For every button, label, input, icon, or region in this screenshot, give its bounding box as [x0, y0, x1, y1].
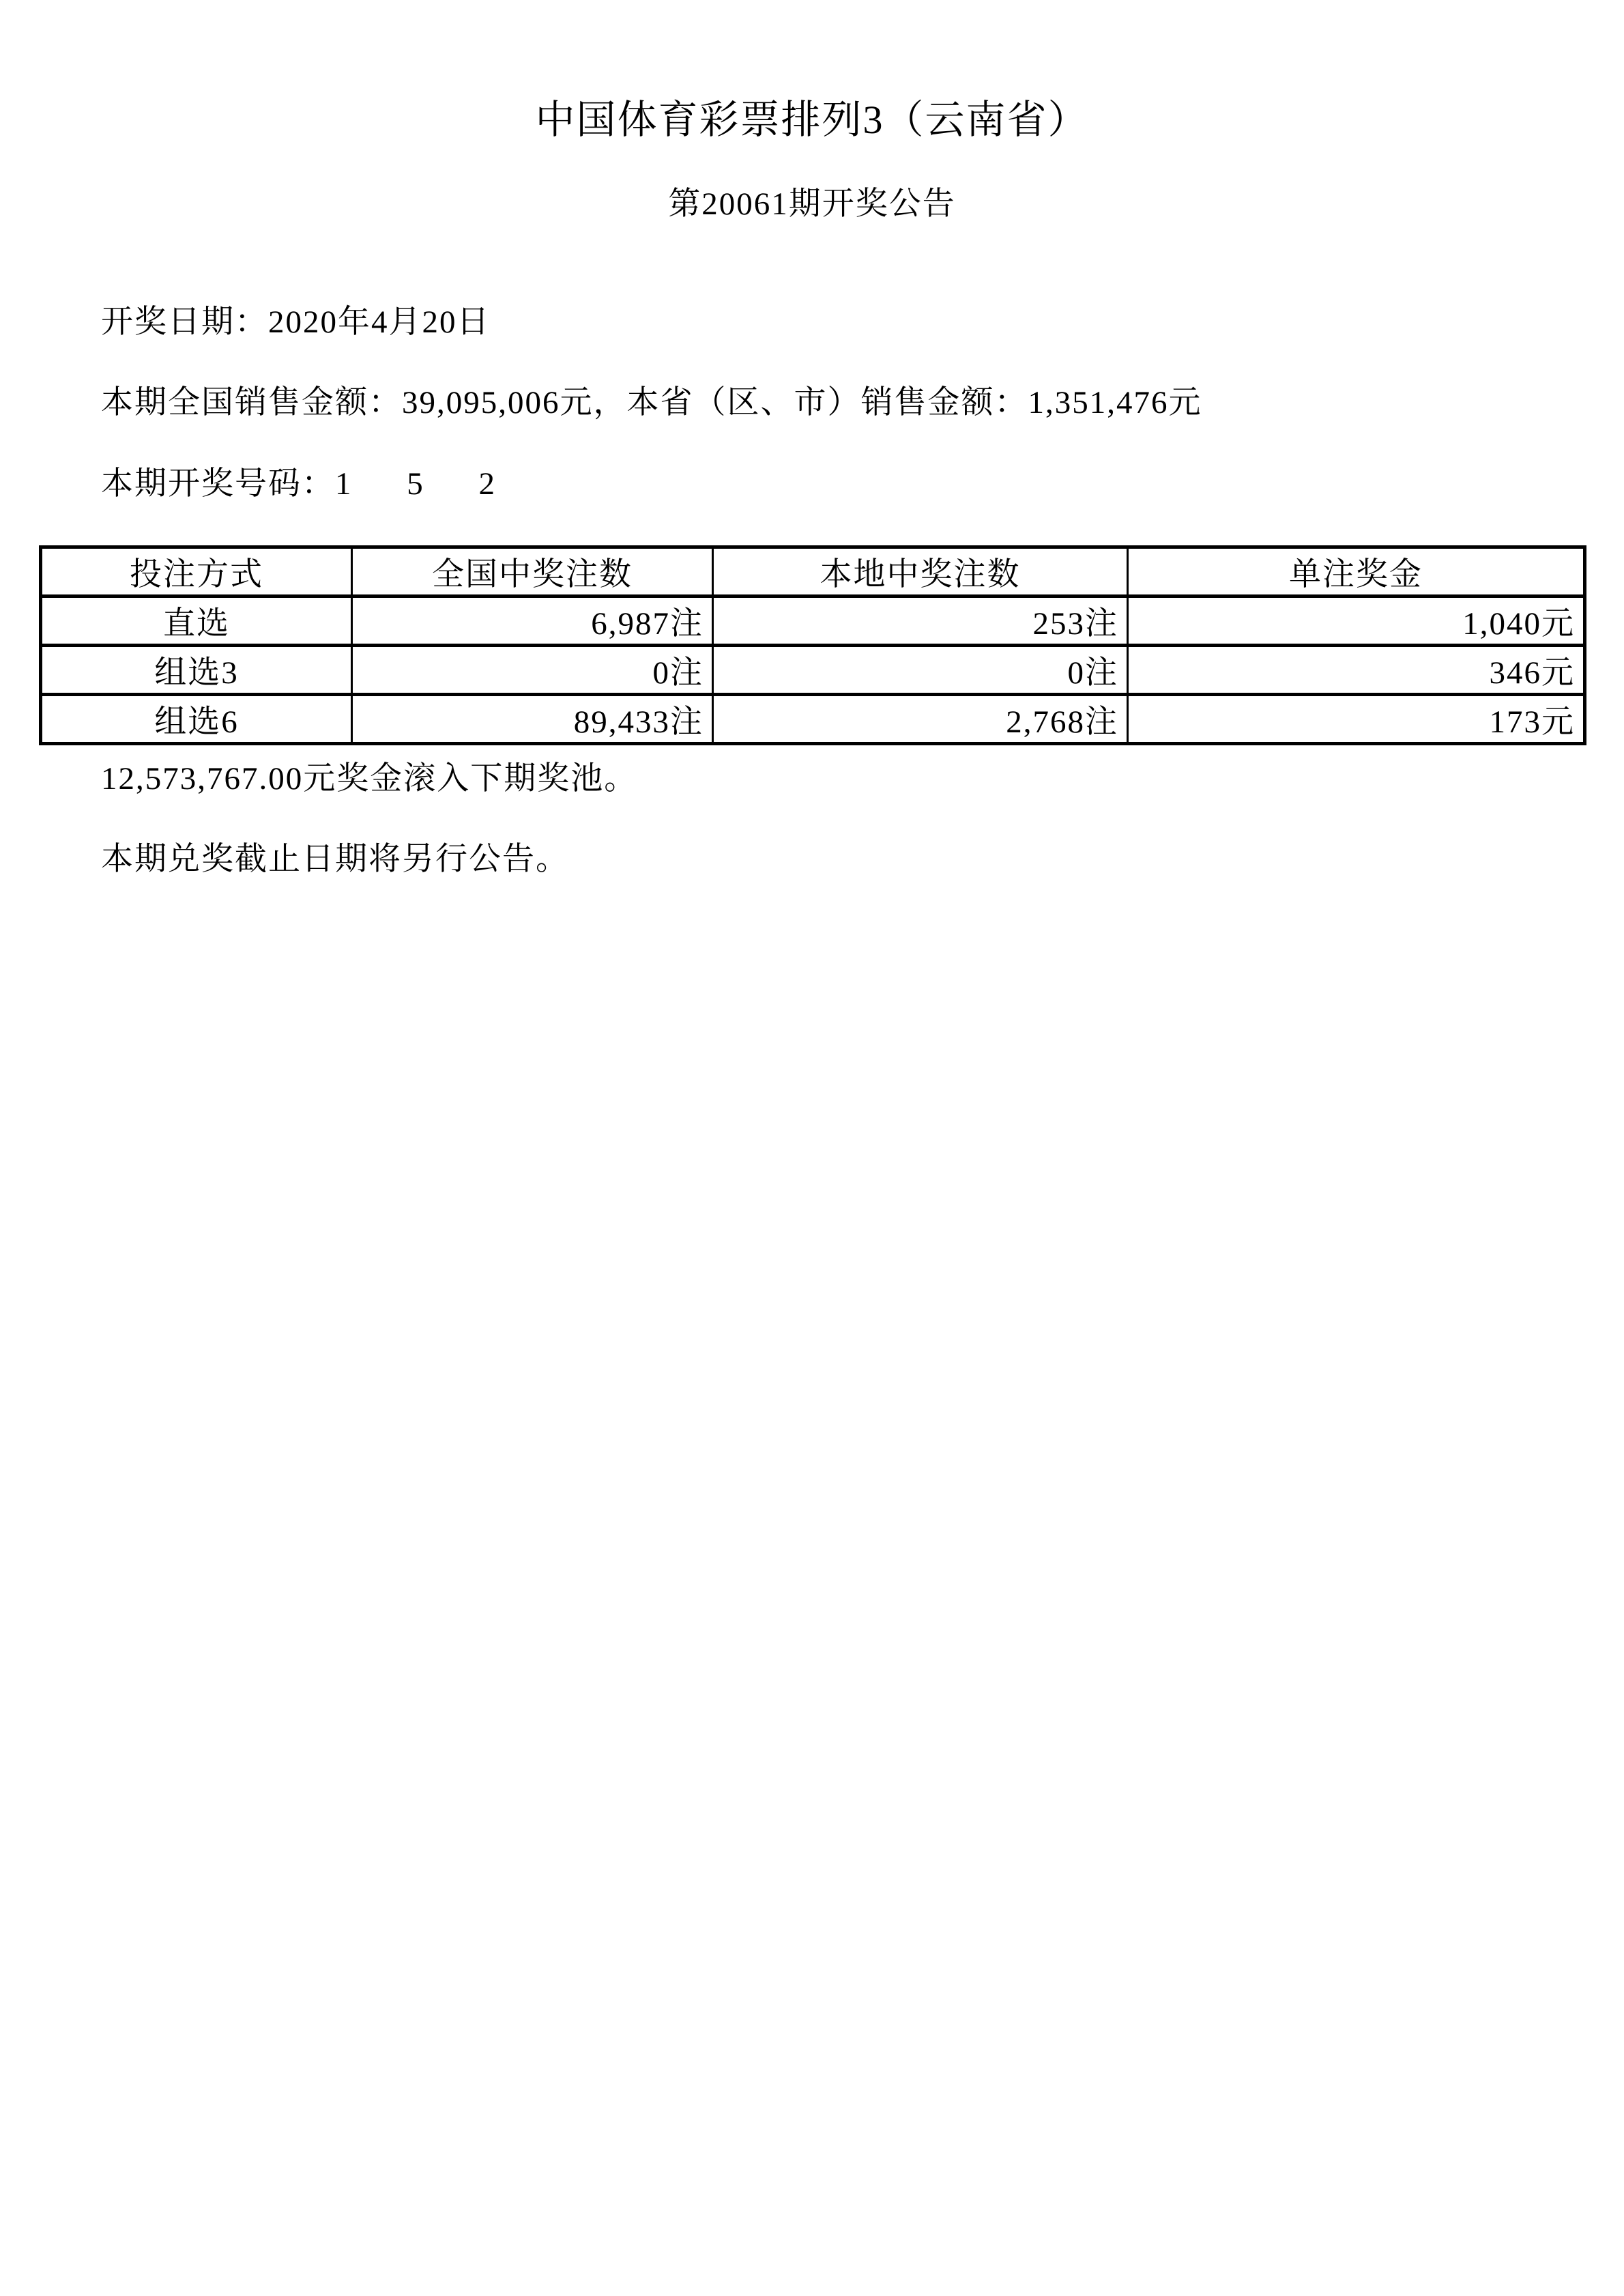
- sales-separator: ，: [593, 385, 627, 420]
- national-sales-label: 本期全国销售金额：: [101, 385, 402, 420]
- page-subtitle: 第20061期开奖公告: [668, 186, 956, 222]
- draw-date-value: 2020年4月20日: [268, 304, 491, 340]
- redemption-note: 本期兑奖截止日期将另行公告。: [101, 842, 569, 877]
- draw-date-line: [101, 305, 491, 341]
- national-sales-value: 39,095,006元: [402, 385, 594, 420]
- header-prize-amount: 单注奖金: [1128, 547, 1585, 597]
- header-national-count: 全国中奖注数: [352, 547, 713, 597]
- sales-line: [101, 386, 1202, 421]
- provincial-sales-label: 本省（区、市）销售金额：: [626, 385, 1028, 420]
- header-bet-method: 投注方式: [41, 547, 352, 597]
- winning-numbers-label: 本期开奖号码：: [101, 466, 335, 502]
- local-count-cell: 2,768注: [713, 695, 1128, 744]
- prize-amount-cell: 173元: [1128, 695, 1585, 744]
- header-local-count: 本地中奖注数: [713, 547, 1128, 597]
- table-row: [41, 646, 1585, 695]
- local-count-cell: 253注: [713, 597, 1128, 646]
- bet-method-cell: 直选: [41, 597, 352, 646]
- table-row: [41, 695, 1585, 744]
- bet-method-cell: 组选6: [41, 695, 352, 744]
- table-header-row: [41, 547, 1585, 597]
- prize-table: [39, 545, 1586, 745]
- table-row: [41, 597, 1585, 646]
- rollover-note: 12,573,767.00元奖金滚入下期奖池。: [101, 761, 638, 797]
- page-title: 中国体育彩票排列3（云南省）: [535, 98, 1089, 142]
- prize-amount-cell: 346元: [1128, 646, 1585, 695]
- national-count-cell: 89,433注: [352, 695, 713, 744]
- national-count-cell: 0注: [352, 646, 713, 695]
- draw-date-label: 开奖日期：: [101, 304, 268, 340]
- local-count-cell: 0注: [713, 646, 1128, 695]
- winning-numbers-value: 1 5 2: [335, 466, 514, 502]
- provincial-sales-value: 1,351,476元: [1028, 385, 1202, 420]
- national-count-cell: 6,987注: [352, 597, 713, 646]
- prize-amount-cell: 1,040元: [1128, 597, 1585, 646]
- bet-method-cell: 组选3: [41, 646, 352, 695]
- winning-numbers-line: [101, 467, 514, 502]
